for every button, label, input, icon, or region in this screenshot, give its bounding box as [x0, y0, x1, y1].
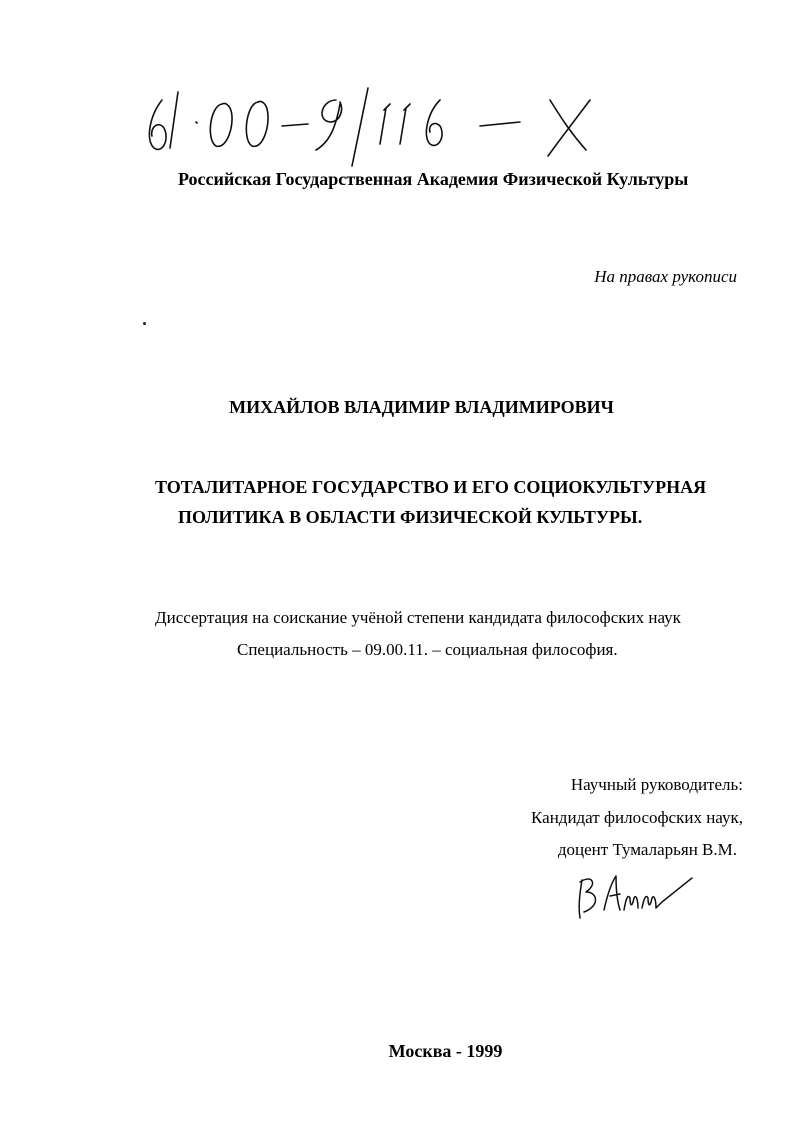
scan-speck: [143, 322, 146, 325]
rights-note: На правах рукописи: [594, 267, 737, 286]
supervisor-signature: [570, 862, 700, 922]
dissertation-statement: Диссертация на соискание учёной степени кандидата философских наук: [155, 608, 681, 627]
author-name: МИХАЙЛОВ ВЛАДИМИР ВЛАДИМИРОВИЧ: [229, 397, 614, 417]
supervisor-name: доцент Тумаларьян В.М.: [557, 840, 737, 859]
institution-name: Российская Государственная Академия Физической Культуры: [178, 169, 689, 189]
thesis-title-line-2: ПОЛИТИКА В ОБЛАСТИ ФИЗИЧЕСКОЙ КУЛЬТУРЫ.: [178, 507, 643, 527]
city-year: Москва - 1999: [388, 1041, 503, 1061]
specialty-statement: Специальность – 09.00.11. – социальная философия.: [237, 640, 618, 659]
handwritten-catalog-number: [140, 70, 620, 170]
supervisor-label: Научный руководитель:: [570, 775, 743, 794]
supervisor-degree: Кандидат философских наук,: [531, 808, 743, 827]
thesis-title-line-1: ТОТАЛИТАРНОЕ ГОСУДАРСТВО И ЕГО СОЦИОКУЛЬТУРНАЯ: [155, 477, 707, 497]
